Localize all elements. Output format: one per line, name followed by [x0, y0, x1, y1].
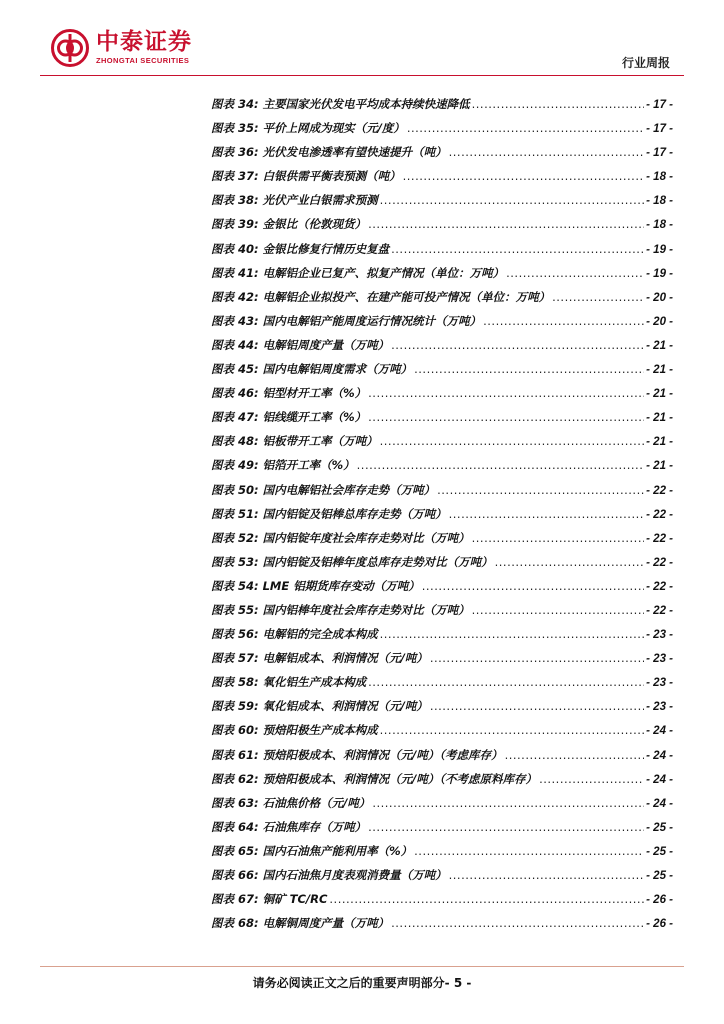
toc-dot-leader	[391, 237, 644, 261]
zhongtai-logo-icon	[50, 28, 90, 68]
toc-entry-title: 铝箔开工率（%）	[262, 458, 355, 473]
toc-entry-label: 图表 48:	[211, 434, 259, 449]
toc-entry[interactable]	[211, 453, 673, 477]
toc-dot-leader	[380, 429, 645, 453]
toc-entry-page: - 23 -	[646, 653, 673, 666]
toc-entry-title: 平价上网成为现实（元/度）	[262, 121, 405, 136]
toc-entry[interactable]	[211, 526, 673, 550]
toc-entry-label: 图表 52:	[211, 530, 259, 545]
toc-entry-title: 石油焦价格（元/吨）	[262, 795, 371, 810]
toc-entry-title: 光伏发电渗透率有望快速提升（吨）	[262, 145, 447, 160]
toc-entry-label: 图表 68:	[211, 916, 259, 931]
toc-entry-label: 图表 61:	[211, 747, 259, 762]
toc-dot-leader	[368, 815, 644, 839]
toc-entry-label: 图表 40:	[211, 241, 259, 256]
toc-entry-page: - 18 -	[646, 219, 673, 232]
toc-entry-label: 图表 49:	[211, 458, 259, 473]
toc-entry[interactable]	[211, 911, 673, 935]
toc-entry-page: - 24 -	[646, 773, 673, 786]
page-header	[0, 0, 724, 80]
toc-entry[interactable]	[211, 188, 673, 212]
toc-entry-page: - 21 -	[646, 364, 673, 377]
toc-entry[interactable]	[211, 622, 673, 646]
toc-entry-title: 主要国家光伏发电平均成本持续快速降低	[262, 97, 470, 111]
toc-entry-page: - 21 -	[646, 339, 673, 352]
company-logo	[50, 28, 192, 68]
toc-entry[interactable]	[211, 863, 673, 887]
toc-entry-page: - 20 -	[646, 315, 673, 328]
toc-entry-label: 图表 41:	[211, 265, 259, 280]
toc-entry[interactable]	[211, 116, 673, 140]
toc-entry-page: - 22 -	[646, 508, 673, 521]
toc-entry[interactable]	[211, 357, 673, 381]
toc-entry-page: - 25 -	[646, 845, 673, 858]
toc-dot-leader	[380, 188, 645, 212]
toc-entry[interactable]	[211, 212, 673, 236]
toc-entry-page: - 19 -	[646, 243, 673, 256]
toc-dot-leader	[380, 622, 645, 646]
toc-entry[interactable]	[211, 646, 673, 670]
toc-dot-leader	[539, 767, 644, 791]
toc-entry[interactable]	[211, 791, 673, 815]
toc-entry-title: 国内电解铝社会库存走势（万吨）	[262, 482, 436, 497]
toc-entry-title: 石油焦库存（万吨）	[262, 819, 367, 834]
toc-dot-leader	[505, 743, 645, 767]
toc-entry[interactable]	[211, 333, 673, 357]
toc-entry-title: 铝板带开工率（万吨）	[262, 434, 378, 449]
toc-dot-leader	[407, 116, 644, 140]
toc-entry[interactable]	[211, 887, 673, 911]
logo-english-name: ZHONGTAI SECURITIES	[96, 56, 190, 65]
toc-dot-leader	[422, 574, 644, 598]
toc-entry-title: 电解铝成本、利润情况（元/吨）	[262, 651, 428, 666]
toc-entry-title: 预焙阳极生产成本构成	[262, 723, 378, 738]
toc-dot-leader	[372, 791, 644, 815]
toc-entry[interactable]	[211, 285, 673, 309]
toc-entry-label: 图表 57:	[211, 651, 259, 666]
toc-entry[interactable]	[211, 381, 673, 405]
toc-entry-label: 图表 64:	[211, 819, 259, 834]
footer-disclaimer: 请务必阅读正文之后的重要声明部分	[252, 976, 445, 990]
toc-entry-page: - 22 -	[646, 580, 673, 593]
toc-entry-page: - 21 -	[646, 388, 673, 401]
toc-entry-title: 电解铜周度产量（万吨）	[262, 916, 390, 931]
toc-entry[interactable]	[211, 502, 673, 526]
toc-entry-page: - 26 -	[646, 894, 673, 907]
toc-dot-leader	[506, 261, 644, 285]
toc-entry-label: 图表 34:	[211, 97, 259, 111]
toc-entry-page: - 23 -	[646, 629, 673, 642]
toc-entry-title: 国内铝锭年度社会库存走势对比（万吨）	[262, 530, 470, 545]
toc-entry-title: 电解铝企业拟投产、在建产能可投产情况（单位：万吨）	[262, 289, 551, 304]
toc-dot-leader	[368, 212, 644, 236]
toc-entry-title: 铝线缆开工率（%）	[262, 410, 367, 425]
toc-entry-page: - 22 -	[646, 604, 673, 617]
toc-dot-leader	[437, 478, 644, 502]
header-divider	[40, 75, 684, 76]
toc-entry-label: 图表 43:	[211, 313, 259, 328]
toc-dot-leader	[449, 140, 645, 164]
toc-entry-label: 图表 42:	[211, 289, 259, 304]
toc-entry[interactable]	[211, 574, 673, 598]
toc-entry-page: - 24 -	[646, 749, 673, 762]
toc-entry[interactable]	[211, 598, 673, 622]
toc-entry-label: 图表 46:	[211, 386, 259, 401]
toc-dot-leader	[403, 164, 645, 188]
toc-entry-page: - 21 -	[646, 436, 673, 449]
toc-entry-label: 图表 58:	[211, 675, 259, 690]
toc-entry-page: - 22 -	[646, 556, 673, 569]
toc-entry-title: 铝型材开工率（%）	[262, 386, 367, 401]
logo-chinese-name: 中泰证券	[96, 29, 192, 55]
toc-entry[interactable]	[211, 478, 673, 502]
toc-entry-title: 国内铝棒年度社会库存走势对比（万吨）	[262, 602, 470, 617]
toc-entry-label: 图表 35:	[211, 121, 259, 136]
toc-dot-leader	[472, 92, 645, 116]
toc-entry-label: 图表 65:	[211, 843, 259, 858]
toc-entry-page: - 25 -	[646, 821, 673, 834]
toc-entry-page: - 17 -	[646, 147, 673, 160]
toc-entry-page: - 23 -	[646, 677, 673, 690]
toc-entry-title: 国内石油焦产能利用率（%）	[262, 843, 413, 858]
toc-entry[interactable]	[211, 140, 673, 164]
page-footer	[0, 974, 724, 991]
toc-entry[interactable]	[211, 309, 673, 333]
toc-entry-title: 氧化铝生产成本构成	[262, 675, 367, 690]
toc-entry-label: 图表 36:	[211, 145, 259, 160]
toc-entry-title: LME 铝期货库存变动（万吨）	[262, 578, 420, 593]
toc-entry-title: 国内铝锭及铝棒年度总库存走势对比（万吨）	[262, 554, 493, 569]
toc-entry-page: - 17 -	[646, 123, 673, 136]
toc-entry-page: - 19 -	[646, 267, 673, 280]
toc-entry-title: 光伏产业白银需求预测	[262, 193, 378, 208]
toc-dot-leader	[430, 646, 644, 670]
toc-entry[interactable]	[211, 694, 673, 718]
figure-list	[211, 92, 673, 935]
toc-dot-leader	[449, 502, 645, 526]
toc-entry-title: 金银比（伦敦现货）	[262, 217, 367, 232]
toc-entry-label: 图表 59:	[211, 699, 259, 714]
toc-entry-title: 国内石油焦月度表观消费量（万吨）	[262, 868, 447, 882]
toc-dot-leader	[495, 550, 645, 574]
toc-dot-leader	[329, 887, 644, 911]
toc-entry[interactable]	[211, 237, 673, 261]
toc-entry-title: 金银比修复行情历史复盘	[262, 241, 390, 256]
toc-dot-leader	[391, 333, 644, 357]
toc-entry-label: 图表 53:	[211, 554, 259, 569]
toc-entry-label: 图表 38:	[211, 193, 259, 208]
toc-entry-title: 电解铝的完全成本构成	[262, 627, 378, 642]
toc-entry-label: 图表 55:	[211, 602, 259, 617]
toc-entry-title: 预焙阳极成本、利润情况（元/吨）（不考虑原料库存）	[262, 771, 538, 786]
toc-entry-page: - 23 -	[646, 701, 673, 714]
toc-entry-page: - 18 -	[646, 171, 673, 184]
toc-dot-leader	[368, 381, 644, 405]
toc-entry-title: 国内电解铝产能周度运行情况统计（万吨）	[262, 313, 482, 328]
toc-entry-title: 国内铝锭及铝棒总库存走势（万吨）	[262, 506, 447, 521]
toc-entry-label: 图表 60:	[211, 723, 259, 738]
toc-entry-title: 电解铝企业已复产、拟复产情况（单位：万吨）	[262, 265, 505, 280]
toc-dot-leader	[414, 357, 644, 381]
toc-entry-title: 白银供需平衡表预测（吨）	[262, 169, 401, 184]
report-type: 行业周报	[621, 56, 670, 70]
toc-entry[interactable]	[211, 743, 673, 767]
toc-entry-label: 图表 62:	[211, 771, 259, 786]
footer-divider	[40, 966, 684, 967]
toc-entry[interactable]	[211, 767, 673, 791]
toc-entry-title: 铜矿 TC/RC	[262, 892, 328, 907]
toc-entry[interactable]	[211, 550, 673, 574]
toc-entry-label: 图表 39:	[211, 217, 259, 232]
toc-dot-leader	[368, 405, 644, 429]
toc-dot-leader	[368, 670, 644, 694]
toc-entry-label: 图表 50:	[211, 482, 259, 497]
toc-entry-label: 图表 47:	[211, 410, 259, 425]
toc-dot-leader	[357, 453, 645, 477]
toc-entry-label: 图表 63:	[211, 795, 259, 810]
toc-entry[interactable]	[211, 670, 673, 694]
toc-entry-page: - 24 -	[646, 797, 673, 810]
toc-entry[interactable]	[211, 718, 673, 742]
toc-entry-page: - 21 -	[646, 460, 673, 473]
toc-entry-title: 预焙阳极成本、利润情况（元/吨）（考虑库存）	[262, 747, 503, 762]
toc-entry-label: 图表 45:	[211, 362, 259, 377]
toc-entry-page: - 17 -	[646, 99, 673, 111]
toc-entry-page: - 22 -	[646, 532, 673, 545]
toc-entry-label: 图表 51:	[211, 506, 259, 521]
toc-dot-leader	[472, 598, 645, 622]
toc-entry[interactable]	[211, 839, 673, 863]
toc-entry-page: - 26 -	[646, 918, 673, 931]
toc-entry-label: 图表 37:	[211, 169, 259, 184]
toc-entry-page: - 21 -	[646, 412, 673, 425]
toc-entry-label: 图表 44:	[211, 337, 259, 352]
footer-page-number: - 5 -	[444, 976, 472, 990]
toc-dot-leader	[483, 309, 644, 333]
toc-entry-label: 图表 56:	[211, 627, 259, 642]
toc-entry-page: - 18 -	[646, 195, 673, 208]
toc-entry-label: 图表 54:	[211, 578, 259, 593]
toc-entry[interactable]	[211, 164, 673, 188]
toc-dot-leader	[449, 863, 645, 887]
toc-dot-leader	[430, 694, 644, 718]
toc-entry[interactable]	[211, 405, 673, 429]
toc-entry-page: - 20 -	[646, 291, 673, 304]
toc-entry-page: - 22 -	[646, 484, 673, 497]
toc-entry-label: 图表 66:	[211, 868, 259, 882]
toc-entry-title: 电解铝周度产量（万吨）	[262, 337, 390, 352]
toc-dot-leader	[414, 839, 644, 863]
toc-dot-leader	[391, 911, 644, 935]
toc-entry-page: - 25 -	[646, 870, 673, 882]
toc-dot-leader	[380, 718, 645, 742]
toc-entry[interactable]	[211, 429, 673, 453]
toc-dot-leader	[472, 526, 645, 550]
toc-entry[interactable]	[211, 815, 673, 839]
toc-entry-title: 国内电解铝周度需求（万吨）	[262, 362, 413, 377]
toc-entry[interactable]	[211, 261, 673, 285]
toc-entry-label: 图表 67:	[211, 892, 259, 907]
toc-entry-title: 氧化铝成本、利润情况（元/吨）	[262, 699, 428, 714]
toc-entry[interactable]	[211, 92, 673, 116]
toc-entry-page: - 24 -	[646, 725, 673, 738]
toc-dot-leader	[552, 285, 644, 309]
